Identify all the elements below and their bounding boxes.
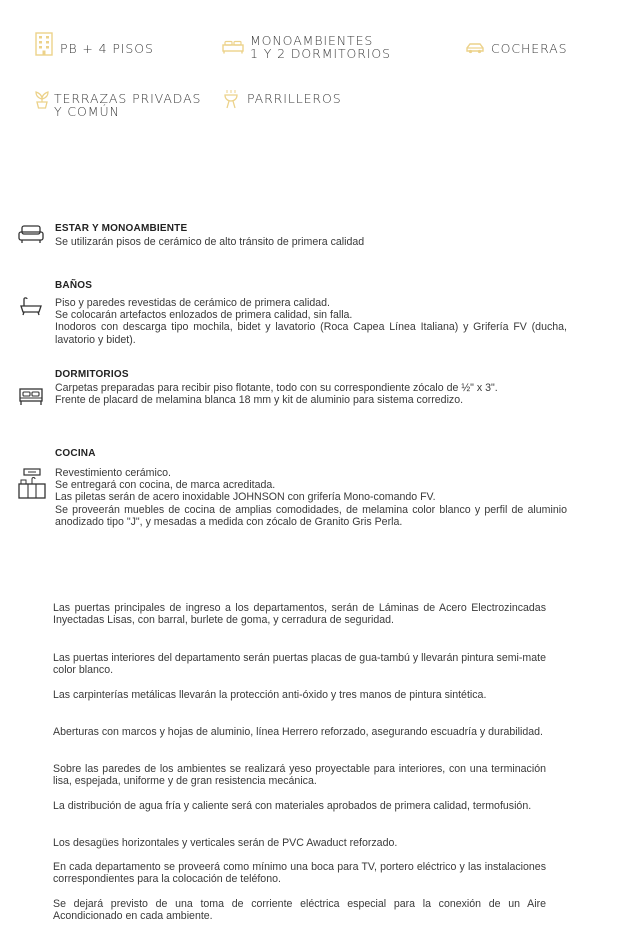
- feature-parrilleros: [224, 89, 342, 114]
- spec-banos: [55, 280, 567, 346]
- spec-title: BAÑOS: [55, 280, 93, 291]
- paragraph-tv-telefono: En cada departamento se proveerá como mínimo una boca para TV, portero eléctrico y las instalaciones correspondientes para la colocación de teléfono.: [53, 861, 546, 886]
- paragraph-paredes: Sobre las paredes de los ambientes se realizará yeso proyectable para interiores, con una terminación lisa, espejada, uniforme y de gran resistencia mecánica.: [53, 763, 546, 788]
- feature-label: PB + 4 PISOS: [60, 41, 154, 56]
- paragraph-aberturas: Aberturas con marcos y hojas de aluminio, línea Herrero reforzado, asegurando escuadría y durabilidad.: [53, 726, 543, 738]
- paragraph-agua: La distribución de agua fría y caliente será con materiales aprobados de primera calidad, termofusión.: [53, 800, 532, 812]
- plant-icon: [34, 89, 50, 114]
- bed-icon: [222, 40, 244, 59]
- spec-title: COCINA: [55, 448, 96, 459]
- bed-icon: [19, 388, 43, 411]
- spec-line: Las piletas serán de acero inoxidable JOHNSON con grifería Mono-comando FV.: [55, 491, 436, 504]
- kitchen-icon: [18, 468, 46, 505]
- bathtub-icon: [20, 296, 42, 321]
- spec-line: Se utilizarán pisos de cerámico de alto tránsito de primera calidad: [55, 236, 365, 248]
- feature-label: TERRAZAS PRIVADAS Y COMÚN: [54, 91, 202, 119]
- spec-title: DORMITORIOS: [55, 369, 129, 380]
- paragraph-puertas-principales: Las puertas principales de ingreso a los departamentos, serán de Láminas de Acero Electrozincadas Inyectadas Lisas, con barral, burlete de goma, y cerradura de seguridad.: [53, 602, 546, 627]
- feature-monoambientes: [222, 34, 391, 60]
- feature-label: PARRILLEROS: [247, 91, 342, 106]
- building-icon: [34, 32, 54, 61]
- feature-pb-4-pisos: [34, 32, 154, 61]
- spec-cocina: [55, 448, 567, 528]
- spec-line: Se entregará con cocina, de marca acreditada.: [55, 479, 276, 492]
- paragraph-aire-acondicionado: Se dejará previsto de una toma de corriente eléctrica especial para la conexión de un Aire Acondicionado en cada ambiente.: [53, 898, 546, 923]
- spec-line: Revestimiento cerámico.: [55, 467, 171, 479]
- feature-label: COCHERAS: [491, 41, 568, 56]
- sofa-icon: [18, 224, 44, 249]
- feature-label: MONOAMBIENTES 1 Y 2 DORMITORIOS: [250, 33, 392, 61]
- spec-line: Frente de placard de melamina blanca 18 mm y kit de aluminio para sistema corredizo.: [55, 394, 464, 407]
- paragraph-puertas-interiores: Las puertas interiores del departamento serán puertas placas de gua-tambú y llevarán pintura semi-mate color blanco.: [53, 652, 546, 677]
- feature-terrazas: [34, 89, 201, 118]
- spec-estar: [55, 223, 567, 248]
- spec-line: Piso y paredes revestidas de cerámico de primera calidad.: [55, 297, 330, 309]
- spec-line: Inodoros con descarga tipo mochila, bidet y lavatorio (Roca Capea Línea Italiana) y Grifería FV (ducha, lavatorio y bidet).: [55, 321, 567, 346]
- spec-line: Se proveerán muebles de cocina de amplias comodidades, de melamina color blanco y perfil de aluminio anodizado tipo "J", y mesadas a medida con zócalo de Granito Gris Perla.: [55, 503, 567, 528]
- spec-dormitorios: [55, 369, 567, 406]
- spec-line: Se colocarán artefactos enlozados de primera calidad, sin falla.: [55, 309, 353, 322]
- spec-line: Carpetas preparadas para recibir piso flotante, todo con su correspondiente zócalo de ½" x 3".: [55, 382, 498, 394]
- spec-title: ESTAR Y MONOAMBIENTE: [55, 223, 188, 234]
- paragraph-carpinterias: Las carpinterías metálicas llevarán la protección anti-óxido y tres manos de pintura sintética.: [53, 689, 487, 701]
- grill-icon: [224, 89, 238, 114]
- paragraph-desagues: Los desagües horizontales y verticales serán de PVC Awaduct reforzado.: [53, 837, 398, 849]
- car-icon: [465, 41, 485, 59]
- feature-cocheras: [465, 40, 567, 59]
